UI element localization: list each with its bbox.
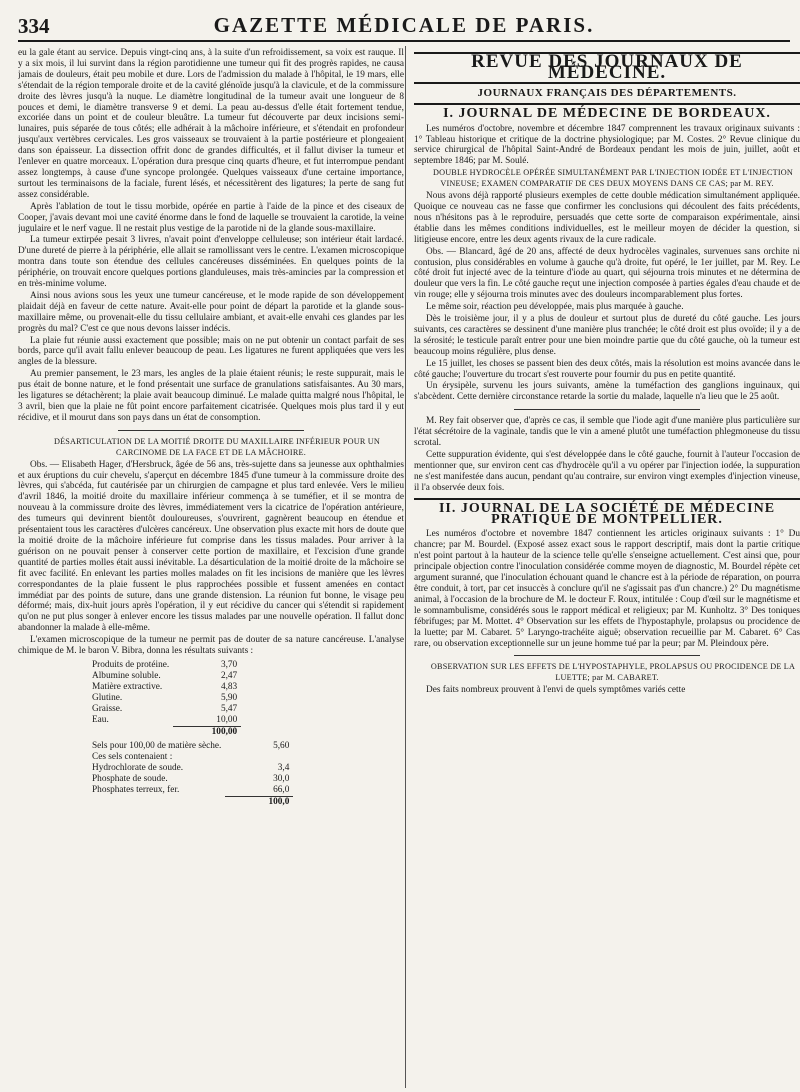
table-row xyxy=(88,660,241,671)
paragraph: Ainsi nous avions sous les yeux une tumeur cancéreuse, et le mode rapide de son développement plaidait déjà en faveur de cette nature. Avait-elle pour point de départ la parotide et la glande sous-maxillaire même, ou provenait-elle du tissu cellulaire ambiant, et avait-elle envahi ces glandes par les progrès du mal? C'est ce que nous devons laisser indécis. xyxy=(18,290,404,334)
row-label: Phosphate de soude. xyxy=(92,773,168,784)
row-value: 4,83 xyxy=(220,681,238,692)
row-label: Hydrochlorate de soude. xyxy=(92,762,184,773)
paragraph: Le même soir, réaction peu développée, mais plus marquée à gauche. xyxy=(426,302,684,313)
running-title: GAZETTE MÉDICALE DE PARIS. xyxy=(213,13,595,37)
row-label: Matière extractive. xyxy=(92,681,163,692)
paragraph: Dès le troisième jour, il y a plus de douleur et surtout plus de dureté du côté gauche. Les jours suivants, ces caractères se dessinent d'une manière plus tranchée; le côté droit est plus ovoïde; il y a de la sérosité; le testicule paraît entrer pour une bien moindre partie que du côté gauche, où la tumeur est beaucoup moins régulière, plus dense. xyxy=(414,314,800,357)
table-row xyxy=(88,774,293,785)
paragraph: Cette suppuration évidente, qui s'est développée dans le côté gauche, fournit à l'auteur l'occasion de mentionner que, sur environ cent cas d'hydrocèle qu'il a vu opérer par l'injection iodée, la suppuration ne s'est manifestée dans aucun, pendant qu'au contraire, sur environ vingt exemples d'injection vineuse, il l'a observée deux fois. xyxy=(414,450,800,493)
table-row xyxy=(88,763,293,774)
article-heading: DOUBLE HYDROCÈLE OPÉRÉE SIMULTANÉMENT PAR L'INJECTION IODÉE ET L'INJECTION VINEUSE; EXAMEN COMPARATIF DE CES DEUX MOYENS DANS CE CAS; par M. REY. xyxy=(432,168,794,189)
column-divider xyxy=(405,46,406,1088)
table-row xyxy=(88,741,293,752)
subsection-title: JOURNAUX FRANÇAIS DES DÉPARTEMENTS. xyxy=(477,86,737,99)
row-label: Graisse. xyxy=(92,703,123,714)
salts-table xyxy=(88,741,293,808)
table-row xyxy=(88,704,241,715)
paragraph: M. Rey fait observer que, d'après ce cas, il semble que l'iode agit d'une manière plus particulière sur l'état sécrétoire de la vaginale, tandis que le vin a amené plutôt une tuméfaction phlegmoneuse du tissu scrotal. xyxy=(414,416,800,449)
paragraph: Les numéros d'octobre, novembre et décembre 1847 comprennent les travaux originaux suivants : 1° Tableau historique et critique de la doctrine physiologique; par M. Costes. 2° Revue clinique du service chirurgical de l'hôpital Saint-André de Bordeaux pendant les mois de juin, juillet, août et septembre 1846; par M. Soulé. xyxy=(414,123,800,167)
journal-title: I. JOURNAL DE MÉDECINE DE BORDEAUX. xyxy=(414,103,800,120)
table-row xyxy=(88,752,293,763)
row-value: 5,47 xyxy=(220,703,238,714)
article-heading: DÉSARTICULATION DE LA MOITIÉ DROITE DU MAXILLAIRE INFÉRIEUR POUR UN CARCINOME DE LA FACE ET DE LA MÂCHOIRE. xyxy=(53,436,381,457)
left-column xyxy=(18,48,404,1088)
divider xyxy=(118,430,304,431)
table-row xyxy=(88,671,241,682)
row-value: 5,90 xyxy=(220,692,238,703)
row-label: Albumine soluble. xyxy=(92,670,161,681)
divider xyxy=(514,655,700,656)
article-heading: OBSERVATION SUR LES EFFETS DE L'HYPOSTAPHYLE, PROLAPSUS OU PROCIDENCE DE LA LUETTE; par M. CABARET. xyxy=(430,662,796,683)
row-value: 66,0 xyxy=(273,784,290,795)
row-label: Produits de protéine. xyxy=(92,659,170,670)
table-row xyxy=(88,682,241,693)
table-row xyxy=(88,785,293,797)
page-header xyxy=(18,10,790,42)
table-row xyxy=(88,693,241,704)
row-label: Glutine. xyxy=(92,692,123,703)
paragraph: Des faits nombreux prouvent à l'envi de quels symptômes variés cette xyxy=(426,685,686,696)
paragraph: L'examen microscopique de la tumeur ne permit pas de douter de sa nature cancéreuse. L'analyse chimique de M. le baron V. Bibra, donna les résultats suivants : xyxy=(18,635,404,657)
section-title: REVUE DES JOURNAUX DE MÉDECINE. xyxy=(414,52,800,84)
paragraph: Obs. — Elisabeth Hager, d'Hersbruck, âgée de 56 ans, très-sujette dans sa jeunesse aux ophthalmies et aux éruptions du cuir chevelu, s'aperçut en décembre 1845 d'une tumeur à la commissure droite des lèvres, qui s'abcéda, fut cautérisée par un chirurgien de campagne et plus tard enlevée. Vers le milieu d'avril 1846, la moitié droite du maxillaire inférieur commença à se tuméfier, et il se montra de nouveau à la commissure droite des lèvres, immédiatement vers la cicatrice de l'opération antérieure, des tumeurs qui devinrent bientôt douloureuses, s'ouvrirent, gagnèrent beaucoup en étendue et présentaient tous les caractères d'ulcères cancéreux. Une observation plus exacte mit hors de doute que la moitié droite de la mâchoire inférieure fut comprise dans les tissus malades. Pour arriver à la guérison on ne pouvait penser à conserver cette portion de maxillaire, et l'excision d'une grande quantité de parties molles était aussi inévitable. La désarticulation de la moitié droite de la mâchoire se fit avec facilité. En enlevant les parties molles malades on fit les incisions de manière que les lèvres correspondantes de la plaie fussent le plus rapprochées possible et fussent amenées en contact immédiat par des points de suture, dans une grande distension. La réunion fut bonne, le visage peu déformé; mais, dix-huit jours après l'opération, il y eut récidive du cancer qui s'étendit si rapidement qu'on ne put plus songer à enlever encore les tissus malades par une nouvelle opération. Il fallut donc abandonner la malade à elle-même. xyxy=(18,459,404,634)
paragraph: Le 15 juillet, les choses se passent bien des deux côtés, mais la résolution est moins avancée dans le côté gauche; l'ouverture du trocart s'est rouverte pour fournir du pus en petite quantité. xyxy=(414,358,800,380)
row-value: 5,60 xyxy=(273,740,290,751)
row-total: 100,00 xyxy=(173,726,241,738)
page-number: 334 xyxy=(18,14,50,38)
row-value: 3,4 xyxy=(277,762,290,773)
paragraph: Au premier pansement, le 23 mars, les angles de la plaie étaient réunis; le reste suppurait, mais le pus était de bonne nature, et le fond présentait une surface de granulations satisfaisantes. Au 30 mars, les ligatures se détachèrent; la plaie avait beaucoup diminué. Le malade quitta malgré nous l'hôpital, le 3 avril, bien que la plaie ne fût point encore parfaitement cicatrisée. Quelques mois plus tard il y eut récidive, et il mourut dans son pays dans un état de consomption. xyxy=(18,369,404,423)
row-label: Sels pour 100,00 de matière sèche. xyxy=(92,740,222,751)
paragraph: Les numéros d'octobre et novembre 1847 contiennent les articles originaux suivants : 1° Du chancre; par M. Bourdel. (Exposé assez exact sous le rapport descriptif, mais dont la partie critique n'est point partout à la hauteur de la science telle qu'elle s'enseigne actuellement. C'est ainsi que, pour principale objection contre l'inoculation considérée comme moyen de diagnostic, M. Bourdel répète cet argument suranné, que l'inoculation échouant quand le chancre est à la période de réparation, on pourra être conduit, à tort, par cet insuccès à conclure qu'il ne s'agissait pas d'un chancre.) 2° Du magnétisme animal, à l'occasion de la brochure de M. le docteur F. Roux, intitulée : Coup d'œil sur le magnétisme et le somnambulisme, considérés sous le rapport médical et religieux; par M. Kunholtz. 3° Des toniques fébrifuges; par M. Mottet. 4° Observation sur les effets de l'hypostaphyle, prolapsus ou procidence de la luette; par M. Cabaret. 5° Laryngo-trachéite aiguë; observation recueillie par M. Cabaret. 6° Cas rare, ou observation exceptionnelle sur un jeune homme tué par la peur; par M. Pleindoux père. xyxy=(414,529,800,649)
paragraph: La tumeur extirpée pesait 3 livres, n'avait point d'enveloppe celluleuse; son intérieur était lardacé. D'une dureté de pierre à la périphérie, elle allait se ramollissant vers le centre. L'examen microscopique montra dans toute son étendue des cellules cancéreuses disséminées. En quelques points de la périphérie, on trouvait encore quelques portions glanduleuses, mais très-amincies par la compression et en très-minime volume. xyxy=(18,235,404,290)
paragraph: Après l'ablation de tout le tissu morbide, opérée en partie à l'aide de la pince et des ciseaux de Cooper, j'avais devant moi une cavité énorme dans le fond de laquelle se trouvaient la carotide, la veine jugulaire et le nerf vague. Il ne restait plus vestige de la parotide ni de la glande sous-maxillaire. xyxy=(18,201,404,234)
row-value: 10,00 xyxy=(216,714,238,725)
paragraph: Un érysipèle, survenu les jours suivants, amène la tuméfaction des ganglions inguinaux, qui s'abcèdent. Cette dernière circonstance retarde la sortie du malade, laquelle n'a lieu que le 25 août. xyxy=(414,381,800,403)
row-value xyxy=(225,752,293,763)
paragraph: Nous avons déjà rapporté plusieurs exemples de cette double médication simultanément appliquée. Quoique ce nouveau cas ne fasse que confirmer les conclusions qui découlent des faits précédents, nous n'hésitons pas à le reproduire, persuadés que cette sorte de comparaison expérimentale, ainsi établie dans les mêmes conditions individuelles, est le meilleur moyen de décider la question, si litigieuse encore, entre les deux agents rivaux de la cure radicale. xyxy=(414,191,800,245)
paragraph: Obs. — Blancard, âgé de 20 ans, affecté de deux hydrocèles vaginales, survenues sans orchite ni contusion, plus considérables en volume à gauche qu'à droite, fut opéré, le 1er juillet, par M. Rey. Le côté droit fut injecté avec de la teinture d'iode au quart, qui séjourna trois minutes et ne détermina de douleur que vers la fin. Le côté gauche reçut une injection composée à parties égales d'eau chaude et de vin rouge; elle y séjourna trois minutes avec des douleurs incomparablement plus fortes. xyxy=(414,246,800,301)
row-total: 100,0 xyxy=(225,796,293,808)
table-row xyxy=(88,715,241,727)
paragraph: eu la gale étant au service. Depuis vingt-cinq ans, à la suite d'un refroidissement, sa voix est rauque. Il y a six mois, il lui survint dans la région parotidienne une tumeur qui fit des progrès rapides, ne causa jamais de douleurs, était peu mobile et dure. Lors de l'admission du malade à l'hôpital, le 19 mars, elle s'étendait de la région temporale droite et de la cavité glénoïde jusqu'à la clavicule, et de la commissure droite des lèvres jusqu'à la nuque. Le diamètre longitudinal de la tumeur avait une longueur de 8 pouces et demi, le diamètre transverse 9 et demi. La peau au-dessus d'elle était fortement tendue, excoriée dans un point et de couleur bleuâtre. La tumeur fut découverte par deux incisions semi-lunaires, puis séparée de tous côtés; elle adhérait à la mâchoire inférieure, et s'étendait en profondeur jusqu'aux vertèbres cervicales. Les gros vaisseaux se trouvaient à la partie postérieure et plongeaient dans son épaisseur. La dissection offrit donc de grandes difficultés, et il fallut diviser la tumeur et l'enlever en quatre morceaux. L'opération dura presque cinq quarts d'heure, et fut interrompue pendant assez longtemps, à cause d'une syncope prolongée. Quelques vaisseaux d'une certaine importance, surtout les terminaisons de la faciale, furent lésés, et nécessitèrent des ligatures; la perte de sang fut assez considérable. xyxy=(18,48,404,200)
analysis-table xyxy=(88,660,241,738)
right-column xyxy=(414,48,800,1088)
divider xyxy=(514,409,700,410)
table-total-row xyxy=(88,796,293,808)
row-label: Ces sels contenaient : xyxy=(92,751,173,762)
row-label: Eau. xyxy=(92,715,109,726)
row-label: Phosphates terreux, fer. xyxy=(92,785,180,796)
row-value: 30,0 xyxy=(273,773,290,784)
paragraph: La plaie fut réunie aussi exactement que possible; mais on ne put obtenir un contact parfait de ses bords, parce qu'il avait fallu enlever beaucoup de peau. Les ligatures ne furent appliquées que vers les angles de la blessure. xyxy=(18,335,404,368)
table-total-row xyxy=(88,726,241,738)
row-value: 2,47 xyxy=(220,670,238,681)
journal-title: II. JOURNAL DE LA SOCIÉTÉ DE MÉDECINE PRATIQUE DE MONTPELLIER. xyxy=(414,498,800,526)
row-value: 3,70 xyxy=(220,659,238,670)
